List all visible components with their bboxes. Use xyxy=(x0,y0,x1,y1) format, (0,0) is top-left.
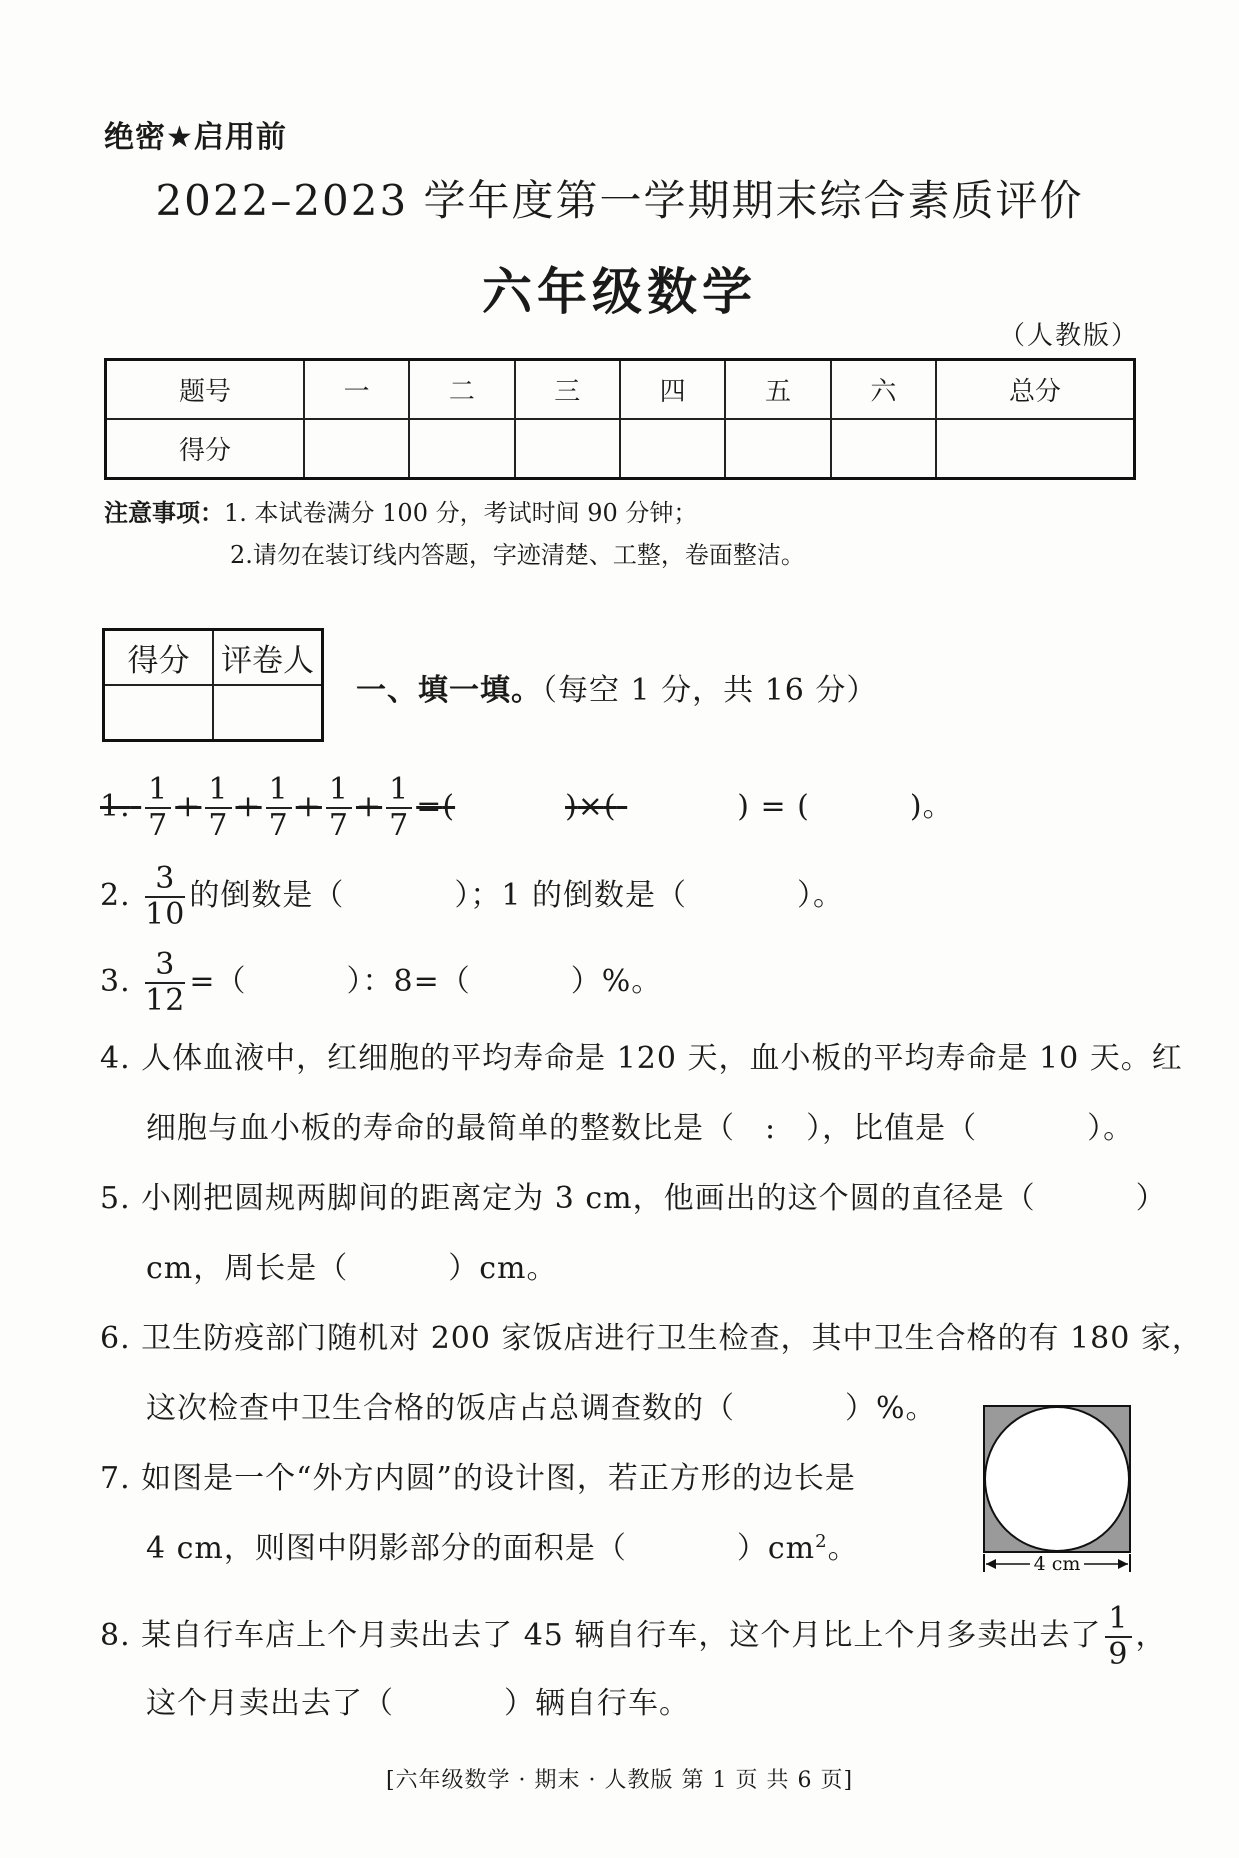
question-number: 8. xyxy=(100,1618,131,1653)
grader-table xyxy=(102,628,324,742)
page-footer: [六年级数学 · 期末 · 人教版 第 1 页 共 6 页] xyxy=(385,1768,854,1793)
question-1-struck-expression: 1. $\frac{1}{7}$ + $\frac{1}{7}$ + $\frac{1}{7}$ + $\frac{1}{7}$ + $\frac{1}{7}$ =( )×( xyxy=(100,772,617,843)
score-input-cell[interactable] xyxy=(304,419,409,479)
section-title: 一、填一填。 xyxy=(356,673,542,708)
fraction: $\frac{1}{9}$ xyxy=(1105,1602,1131,1672)
score-input-cell[interactable] xyxy=(725,419,830,479)
question-5: 5. 小刚把圆规两脚间的距离定为 3 cm，他画出的这个圆的直径是（ ） xyxy=(100,1181,1167,1216)
question-number: 1. xyxy=(100,789,131,824)
score-cell: 四 xyxy=(620,360,725,420)
question-7: 7. 如图是一个“外方内圆”的设计图，若正方形的边长是 xyxy=(100,1461,856,1496)
score-cell: 总分 xyxy=(936,360,1134,420)
notes-line-1: 1. 本试卷满分 100 分，考试时间 90 分钟； xyxy=(224,499,698,527)
question-4-line-2: 细胞与血小板的寿命的最简单的整数比是（ : ），比值是（ ）。 xyxy=(146,1111,1135,1146)
exam-title: 2022–2023 学年度第一学期期末综合素质评价 xyxy=(155,176,1084,225)
figure-arrow-left xyxy=(986,1559,996,1569)
question-8: 8. 某自行车店上个月卖出去了 45 辆自行车，这个月比上个月多卖出去了 $\frac{1}{9}$ ， xyxy=(100,1601,1167,1672)
question-number: 7. xyxy=(100,1461,131,1496)
score-cell: 二 xyxy=(409,360,514,420)
section-heading xyxy=(356,665,877,709)
fraction: $\frac{3}{10}$ xyxy=(145,861,186,932)
score-input-cell[interactable] xyxy=(409,419,514,479)
grader-name-cell[interactable] xyxy=(213,685,323,741)
fraction: $\frac{1}{7}$ xyxy=(266,773,292,843)
question-6-line-2: 这次检查中卫生合格的饭店占总调查数的（ ）%。 xyxy=(146,1391,937,1426)
square-circle-figure xyxy=(982,1404,1132,1574)
notes-label: 注意事项： xyxy=(104,499,224,527)
score-table-score-row xyxy=(106,419,1135,479)
score-table-header-row xyxy=(106,360,1135,420)
grader-score-label: 得分 xyxy=(104,630,214,686)
question-number: 2. xyxy=(100,878,131,913)
question-8-line-2: 这个月卖出去了（ ）辆自行车。 xyxy=(146,1686,690,1721)
question-7-line-2: 4 cm，则图中阴影部分的面积是（ ）$cm^2$。 xyxy=(146,1531,859,1566)
grader-score-cell[interactable] xyxy=(104,685,214,741)
fraction: $\frac{3}{12}$ xyxy=(145,947,186,1018)
fraction: $\frac{1}{7}$ xyxy=(145,773,171,843)
score-table xyxy=(104,358,1136,480)
score-cell: 题号 xyxy=(106,360,304,420)
grader-name-label: 评卷人 xyxy=(213,630,323,686)
edition-label: （人教版） xyxy=(998,321,1139,351)
exam-notes xyxy=(104,492,805,576)
figure-dimension-label: 4 cm xyxy=(1033,1553,1081,1574)
notes-line-2: 2.请勿在装订线内答题，字迹清楚、工整，卷面整洁。 xyxy=(230,541,805,569)
section-note: （每空 1 分，共 16 分） xyxy=(542,673,878,708)
score-cell: 得分 xyxy=(106,419,304,479)
score-input-cell[interactable] xyxy=(515,419,620,479)
question-5-line-2: cm，周长是（ ）cm。 xyxy=(146,1251,558,1286)
question-number: 4. xyxy=(100,1041,131,1076)
question-4 xyxy=(100,1033,1183,1077)
score-cell: 六 xyxy=(831,360,936,420)
subject-title: 六年级数学 xyxy=(482,263,757,321)
score-input-cell[interactable] xyxy=(831,419,936,479)
score-cell: 五 xyxy=(725,360,830,420)
question-number: 6. xyxy=(100,1321,131,1356)
question-number: 5. xyxy=(100,1181,131,1216)
figure-arrow-right xyxy=(1118,1559,1128,1569)
score-cell: 一 xyxy=(304,360,409,420)
question-2: 2. $\frac{3}{10}$ 的倒数是（ ）；1 的倒数是（ ）。 xyxy=(100,861,844,932)
question-number: 3. xyxy=(100,964,131,999)
score-cell: 三 xyxy=(515,360,620,420)
question-3: 3. $\frac{3}{12}$ =（ ）：8=（ ）%。 xyxy=(100,947,663,1018)
fraction: $\frac{1}{7}$ xyxy=(326,773,352,843)
question-text: 人体血液中，红细胞的平均寿命是 120 天，血小板的平均寿命是 10 天。红 xyxy=(141,1041,1183,1076)
confidential-label: 绝密★启用前 xyxy=(104,120,287,155)
figure-circle xyxy=(985,1407,1129,1551)
fraction: $\frac{1}{7}$ xyxy=(205,773,231,843)
score-input-cell[interactable] xyxy=(620,419,725,479)
question-1: 1. $\frac{1}{7}$ + $\frac{1}{7}$ + $\frac{1}{7}$ + $\frac{1}{7}$ + $\frac{1}{7}$ =( )×( ) = ( )。 xyxy=(100,772,954,843)
fraction: $\frac{1}{7}$ xyxy=(386,773,412,843)
question-6: 6. 卫生防疫部门随机对 200 家饭店进行卫生检查，其中卫生合格的有 180 家， xyxy=(100,1321,1203,1356)
score-input-cell[interactable] xyxy=(936,419,1134,479)
